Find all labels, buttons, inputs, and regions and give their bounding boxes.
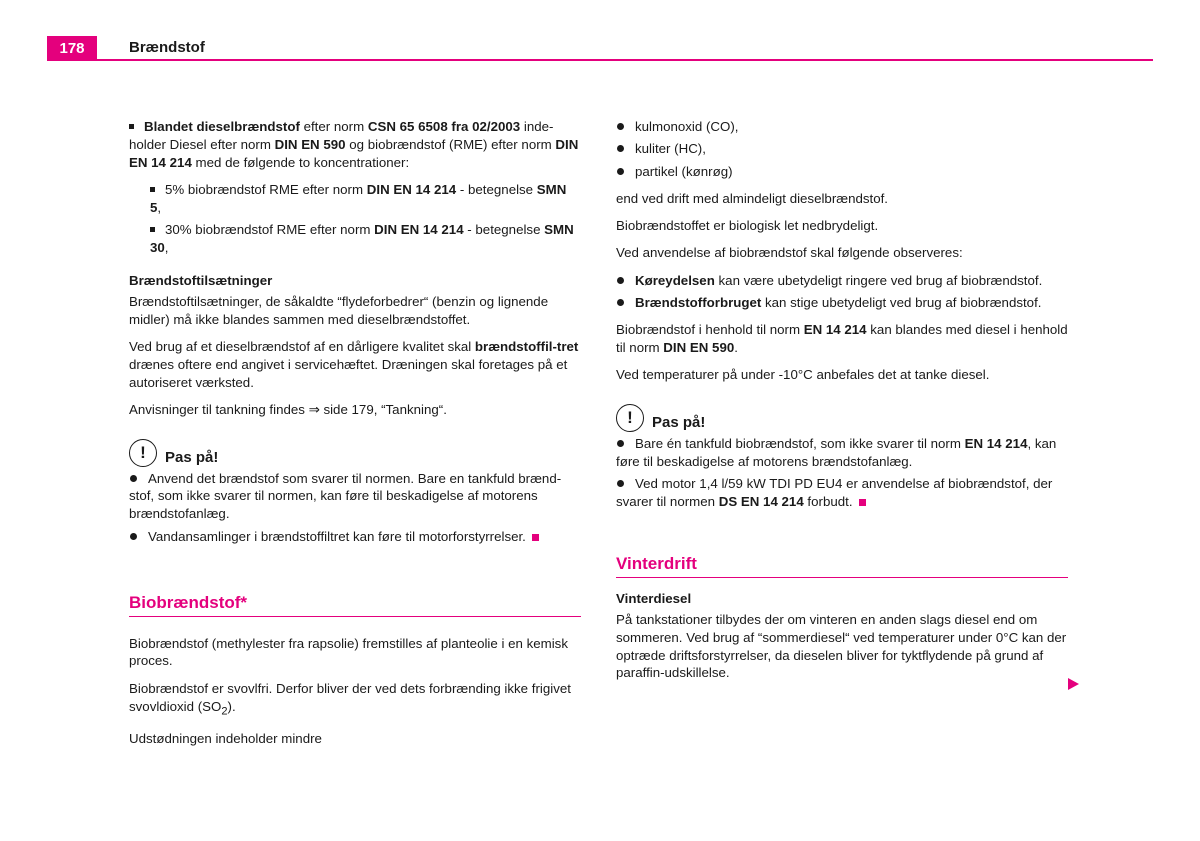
left-column xyxy=(129,118,581,758)
caution-title: Pas på! xyxy=(652,414,706,432)
exclamation-circle-icon: ! xyxy=(616,404,644,432)
bullet-icon xyxy=(617,440,624,447)
triangle-right-icon[interactable] xyxy=(1068,678,1079,690)
right-column xyxy=(616,118,1068,692)
list-item: Vandansamlinger i brændstoffiltret kan føre til motorforstyrrelser. xyxy=(129,528,581,546)
caution-title: Pas på! xyxy=(165,448,219,466)
bullet-icon xyxy=(617,168,624,175)
bullet-icon xyxy=(617,123,624,130)
list-item: 30% biobrændstof RME efter norm DIN EN 14 214 - betegnelse SMN 30, xyxy=(150,222,574,256)
list-item: kulmonoxid (CO), xyxy=(616,118,1068,136)
norm-paragraph: Biobrændstof i henhold til norm EN 14 214 kan blandes med diesel i henhold til norm DIN EN 590. xyxy=(616,322,1068,356)
list-item: Anvend det brændstof som svarer til normen. Bare en tankfuld brænd-stof, som ikke svarer til normen, kan føre til beskadigelse af motorens brændstofanlæg. xyxy=(129,470,562,522)
list-item: Køreydelsen kan være ubetydeligt ringere ved brug af biobrændstof. xyxy=(616,272,1068,290)
chapter-title: Brændstof xyxy=(129,39,205,56)
header-divider xyxy=(47,59,1153,61)
list-item: Brændstofforbruget kan stige ubetydeligt ved brug af biobrændstof. xyxy=(616,294,1068,312)
caution-box xyxy=(616,404,1068,511)
paragraph: Ved anvendelse af biobrændstof skal følgende observeres: xyxy=(616,245,963,261)
biofuel-sulfur-paragraph: Biobrændstof er svovlfri. Derfor bliver der ved dets forbrænding ikke frigivet svovldioxid $(SO_2)$. xyxy=(129,680,571,718)
bullet-icon xyxy=(617,145,624,152)
filter-paragraph: Ved brug af et dieselbrændstof af en dårligere kvalitet skal brændstoffil-tret drænes oftere end angivet i servicehæftet. Dræningen skal foretages på et autoriseret værksted. xyxy=(129,338,579,390)
list-item: 5% biobrændstof RME efter norm DIN EN 14 214 - betegnelse SMN 5, xyxy=(150,181,567,215)
bullet-icon xyxy=(617,480,624,487)
square-end-icon xyxy=(532,534,539,541)
biofuel-section-title: Biobrændstof* xyxy=(129,594,581,617)
winter-section-title: Vinterdrift xyxy=(616,555,1068,578)
refueling-reference[interactable]: Anvisninger til tankning findes ⇒ side 179, “Tankning“. xyxy=(129,401,447,417)
winter-diesel-heading: Vinterdiesel xyxy=(616,591,692,607)
blended-diesel-paragraph: Blandet dieselbrændstof efter norm CSN 65 6508 fra 02/2003 inde-holder Diesel efter norm DIN EN 590 og biobrændstof (RME) efter norm DIN EN 14 214 med de følgende to koncentrationer: xyxy=(129,119,579,170)
temperature-paragraph: Ved temperaturer på under -10°C anbefales det at tanke diesel. xyxy=(616,367,990,383)
list-item: kuliter (HC), xyxy=(616,140,1068,158)
list-item: partikel (kønrøg) xyxy=(616,163,1068,181)
caution-header xyxy=(129,439,581,467)
additives-paragraph: Brændstoftilsætninger, de såkaldte “flydeforbedrer“ (benzin og lignende midler) må ikke blandes sammen med dieselbrændstoffet. xyxy=(129,293,549,327)
additives-heading: Brændstoftilsætninger xyxy=(129,273,273,289)
page-number: 178 xyxy=(47,36,97,60)
exhaust-paragraph: Udstødningen indeholder mindre xyxy=(129,731,322,747)
exclamation-circle-icon: ! xyxy=(129,439,157,467)
square-end-icon xyxy=(859,499,866,506)
biofuel-paragraph: Biobrændstof (methylester fra rapsolie) fremstilles af planteolie i en kemisk proces. xyxy=(129,635,568,669)
bullet-icon xyxy=(617,277,624,284)
square-bullet-icon xyxy=(129,124,134,129)
list-item: Ved motor 1,4 l/59 kW TDI PD EU4 er anvendelse af biobrændstof, der svarer til normen DS EN 14 214 forbudt. xyxy=(616,476,1053,510)
paragraph: Biobrændstoffet er biologisk let nedbrydeligt. xyxy=(616,218,879,234)
list-item: Bare én tankfuld biobrændstof, som ikke svarer til norm EN 14 214, kan føre til beskadigelse af motorens brændstofanlæg. xyxy=(616,436,1057,470)
winter-paragraph: På tankstationer tilbydes der om vinteren en anden slags diesel end om sommeren. Ved brug af “sommerdiesel“ ved temperaturer under 0°C kan der optræde driftsforstyrrelser, da dieselen bliver for tyktflydende på grund af paraffin-udskillelse. xyxy=(616,612,1067,681)
paragraph: end ved drift med almindeligt dieselbrændstof. xyxy=(616,190,888,206)
caution-header xyxy=(616,404,1068,432)
square-bullet-icon xyxy=(150,227,155,232)
page-header xyxy=(47,36,1153,62)
bullet-icon xyxy=(617,299,624,306)
caution-box xyxy=(129,439,581,546)
square-bullet-icon xyxy=(150,187,155,192)
bullet-icon xyxy=(130,533,137,540)
bullet-icon xyxy=(130,475,137,482)
